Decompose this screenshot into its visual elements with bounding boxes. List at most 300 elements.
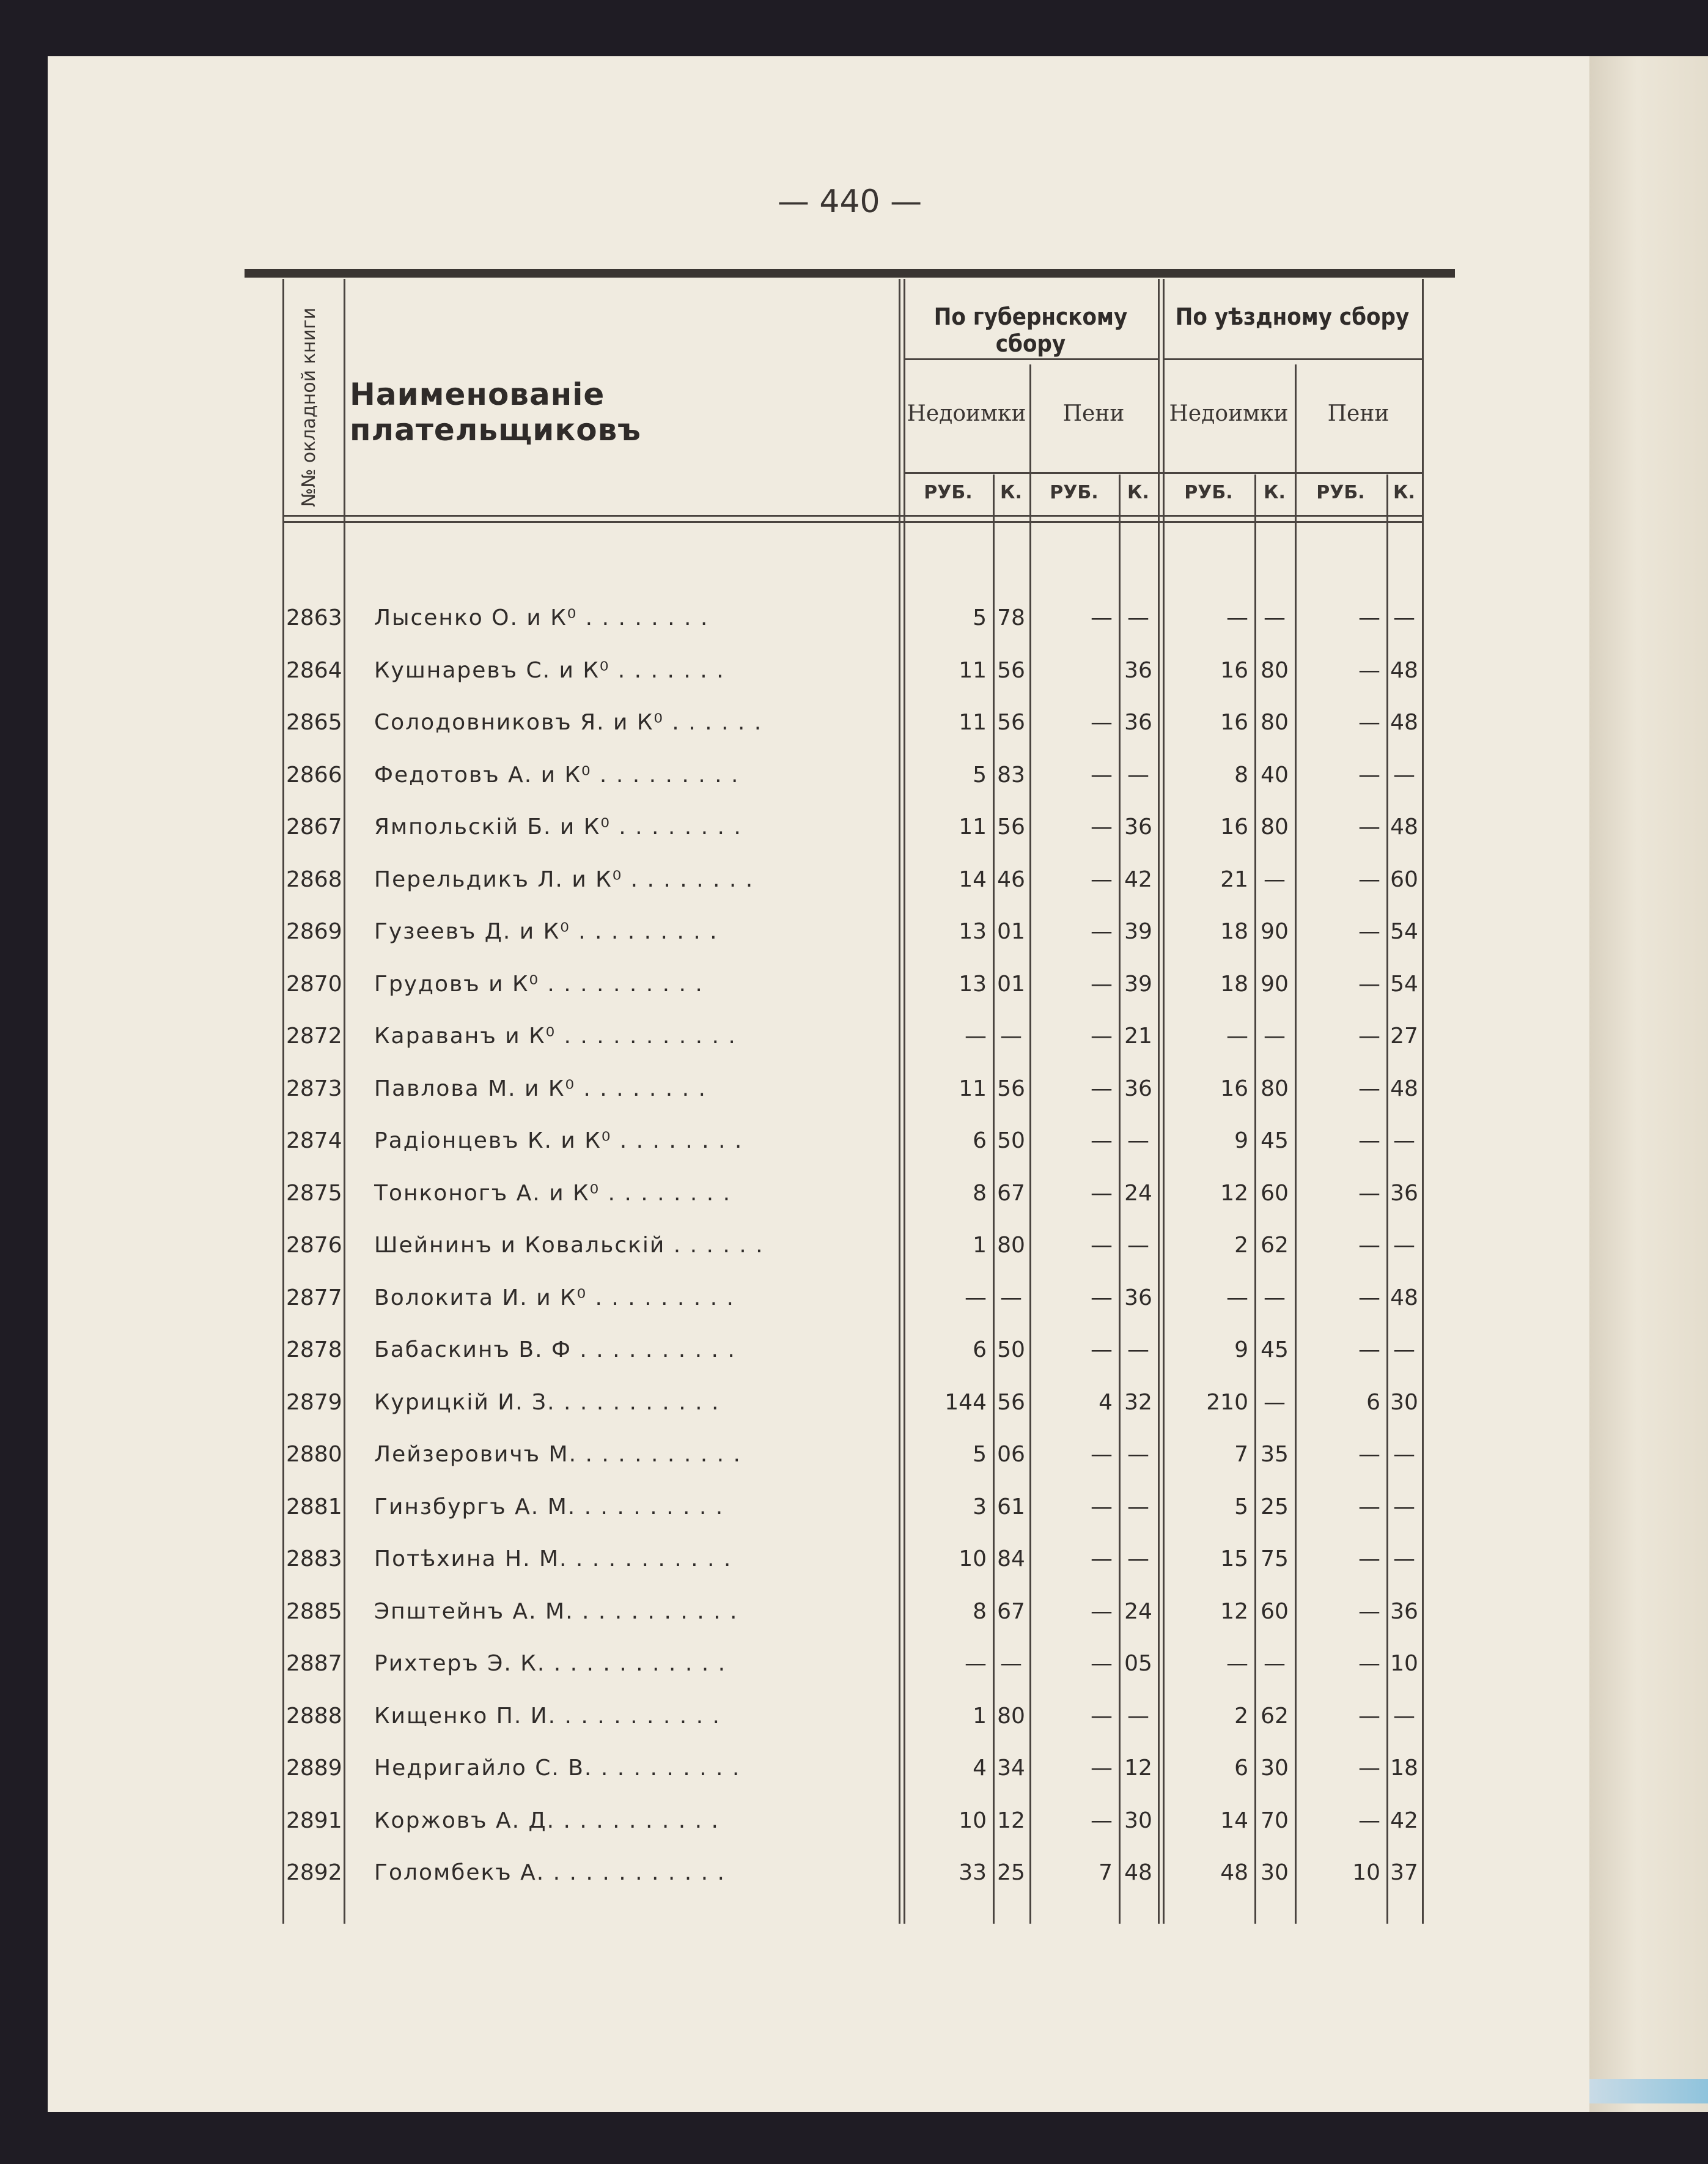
gubernia-penalty-rub: — bbox=[1091, 1651, 1113, 1676]
uezd-arrears-rub: 16 bbox=[1220, 1076, 1248, 1101]
gubernia-arrears-rub: 10 bbox=[959, 1808, 987, 1833]
uezd-penalty-kop: 37 bbox=[1390, 1860, 1418, 1885]
uezd-arrears-kop: — bbox=[1264, 1024, 1286, 1049]
payer-name-cell: Солодовниковъ Я. и К⁰ . . . . . . bbox=[374, 710, 763, 735]
uezd-penalty-kop: 10 bbox=[1390, 1651, 1418, 1676]
uezd-penalty-rub: — bbox=[1358, 814, 1380, 840]
table-row bbox=[282, 1532, 1432, 1584]
uezd-arrears-kop: — bbox=[1264, 1285, 1286, 1310]
table-row bbox=[282, 852, 1432, 905]
gubernia-penalty-kop: 12 bbox=[1124, 1756, 1152, 1781]
uezd-arrears-kop: 70 bbox=[1261, 1808, 1289, 1833]
gubernia-arrears-kop: 67 bbox=[997, 1598, 1025, 1624]
table-row bbox=[282, 904, 1432, 957]
uezd-arrears-rub: — bbox=[1226, 1024, 1248, 1049]
uezd-arrears-rub: 16 bbox=[1220, 814, 1248, 840]
gubernia-penalty-rub: — bbox=[1091, 1494, 1113, 1520]
uezd-penalty-rub: — bbox=[1358, 1285, 1380, 1310]
table-row bbox=[282, 643, 1432, 696]
uezd-arrears-kop: — bbox=[1264, 1651, 1286, 1676]
payer-name-cell: Эпштейнъ А. М. . . . . . . . . . . bbox=[374, 1598, 738, 1624]
table-row bbox=[282, 1218, 1432, 1271]
uezd-arrears-rub: 6 bbox=[1234, 1756, 1248, 1781]
uezd-arrears-kop: 30 bbox=[1261, 1756, 1289, 1781]
gubernia-penalty-kop: 24 bbox=[1124, 1598, 1152, 1624]
payer-name-cell: Шейнинъ и Ковальскій . . . . . . bbox=[374, 1233, 764, 1258]
book-number-cell: 2888 bbox=[286, 1703, 342, 1729]
book-number-header bbox=[285, 291, 334, 523]
gubernia-arrears-rub: 5 bbox=[973, 1442, 987, 1467]
uezd-arrears-kop: 80 bbox=[1261, 657, 1289, 683]
gubernia-penalty-kop: — bbox=[1127, 1337, 1149, 1362]
uezd-penalty-rub: — bbox=[1358, 1442, 1380, 1467]
uezd-arrears-rub: 16 bbox=[1220, 657, 1248, 683]
book-number-cell: 2873 bbox=[286, 1076, 342, 1101]
book-number-cell: 2863 bbox=[286, 605, 342, 630]
uezd-penalty-kop: — bbox=[1393, 1703, 1415, 1729]
uezd-arrears-kop: 80 bbox=[1261, 814, 1289, 840]
uezd-arrears-rub: 21 bbox=[1220, 866, 1248, 892]
uezd-arrears-kop: 75 bbox=[1261, 1546, 1289, 1571]
payer-name-cell: Курицкій И. З. . . . . . . . . . . bbox=[374, 1389, 720, 1415]
uezd-penalty-kop: 48 bbox=[1390, 1076, 1418, 1101]
uezd-arrears-rub: 16 bbox=[1220, 710, 1248, 735]
uezd-arrears-rub: — bbox=[1226, 1651, 1248, 1676]
payer-name-cell: Недригайло С. В. . . . . . . . . . bbox=[374, 1756, 741, 1781]
gubernia-arrears-kop: 56 bbox=[997, 657, 1025, 683]
payer-name-cell: Потѣхина Н. М. . . . . . . . . . . bbox=[374, 1546, 732, 1571]
uezd-arrears-rub: 15 bbox=[1220, 1546, 1248, 1571]
gubernia-penalty-rub: — bbox=[1091, 710, 1113, 735]
uezd-penalty-kop: — bbox=[1393, 762, 1415, 788]
gubernia-penalty-kop: — bbox=[1127, 762, 1149, 788]
book-number-cell: 2885 bbox=[286, 1598, 342, 1624]
uezd-penalty-rub: — bbox=[1358, 1180, 1380, 1206]
gubernia-arrears-kop: — bbox=[1000, 1024, 1022, 1049]
table-row bbox=[282, 1375, 1432, 1428]
header-line bbox=[904, 472, 1422, 474]
gubernia-arrears-rub: 3 bbox=[973, 1494, 987, 1520]
uezd-penalty-rub: — bbox=[1358, 1546, 1380, 1571]
unit-rub: РУБ. bbox=[1316, 482, 1365, 503]
uezd-arrears-rub: 2 bbox=[1234, 1233, 1248, 1258]
payer-name-cell: Ямпольскій Б. и К⁰ . . . . . . . . bbox=[374, 814, 742, 840]
gubernia-arrears-rub: 13 bbox=[959, 971, 987, 997]
header-line bbox=[904, 358, 1158, 360]
uezd-arrears-kop: — bbox=[1264, 1389, 1286, 1415]
gubernia-arrears-kop: 34 bbox=[997, 1756, 1025, 1781]
gubernia-arrears-rub: 11 bbox=[959, 710, 987, 735]
gubernia-penalty-kop: 48 bbox=[1124, 1860, 1152, 1885]
gubernia-arrears-kop: 61 bbox=[997, 1494, 1025, 1520]
gubernia-arrears-rub: 1 bbox=[973, 1703, 987, 1729]
uezd-penalty-kop: 48 bbox=[1390, 1285, 1418, 1310]
uezd-arrears-rub: 9 bbox=[1234, 1337, 1248, 1362]
uezd-penalty-kop: 36 bbox=[1390, 1598, 1418, 1624]
gubernia-penalty-kop: 39 bbox=[1124, 919, 1152, 944]
header-line bbox=[1163, 358, 1422, 360]
gubernia-penalty-rub: — bbox=[1091, 1285, 1113, 1310]
book-number-cell: 2867 bbox=[286, 814, 342, 840]
uezd-arrears-kop: 60 bbox=[1261, 1180, 1289, 1206]
payer-name-cell: Рихтеръ Э. К. . . . . . . . . . . . bbox=[374, 1651, 727, 1676]
gubernia-penalty-rub: — bbox=[1091, 971, 1113, 997]
gubernia-penalty-rub: — bbox=[1091, 1024, 1113, 1049]
unit-kop: К. bbox=[1000, 482, 1022, 503]
gubernia-arrears-rub: — bbox=[965, 1285, 987, 1310]
gubernia-arrears-rub: 13 bbox=[959, 919, 987, 944]
gubernia-penalty-rub: — bbox=[1091, 1703, 1113, 1729]
uezd-penalty-rub: — bbox=[1358, 1651, 1380, 1676]
gubernia-penalty-kop: 21 bbox=[1124, 1024, 1152, 1049]
book-number-cell: 2880 bbox=[286, 1442, 342, 1467]
uezd-arrears-kop: 62 bbox=[1261, 1703, 1289, 1729]
gubernia-penalty-rub: — bbox=[1091, 1233, 1113, 1258]
uezd-penalty-rub: — bbox=[1358, 1808, 1380, 1833]
gubernia-penalty-kop: 36 bbox=[1124, 1285, 1152, 1310]
unit-kop: К. bbox=[1264, 482, 1286, 503]
uezd-penalty-rub: — bbox=[1358, 971, 1380, 997]
page-number: — 440 — bbox=[777, 183, 922, 220]
gubernia-arrears-rub: 10 bbox=[959, 1546, 987, 1571]
payer-name-cell: Караванъ и К⁰ . . . . . . . . . . . bbox=[374, 1024, 737, 1049]
uezd-penalty-kop: — bbox=[1393, 1546, 1415, 1571]
gubernia-arrears-rub: 1 bbox=[973, 1233, 987, 1258]
uezd-penalty-rub: — bbox=[1358, 1024, 1380, 1049]
payer-name-cell: Коржовъ А. Д. . . . . . . . . . . bbox=[374, 1808, 720, 1833]
gubernia-arrears-kop: 80 bbox=[997, 1233, 1025, 1258]
uezd-penalty-rub: — bbox=[1358, 1494, 1380, 1520]
uezd-arrears-rub: 14 bbox=[1220, 1808, 1248, 1833]
uezd-penalty-kop: — bbox=[1393, 605, 1415, 630]
gubernia-penalty-rub: — bbox=[1091, 1337, 1113, 1362]
table-row bbox=[282, 1427, 1432, 1480]
uezd-penalty-kop: — bbox=[1393, 1128, 1415, 1153]
gubernia-penalty-kop: — bbox=[1127, 1546, 1149, 1571]
gubernia-arrears-kop: 01 bbox=[997, 919, 1025, 944]
unit-kop: К. bbox=[1393, 482, 1415, 503]
uezd-arrears-kop: 62 bbox=[1261, 1233, 1289, 1258]
uezd-arrears-kop: 45 bbox=[1261, 1337, 1289, 1362]
header-line bbox=[282, 521, 1422, 523]
payer-name-cell: Тонконогъ А. и К⁰ . . . . . . . . bbox=[374, 1180, 732, 1206]
gubernia-arrears-kop: 84 bbox=[997, 1546, 1025, 1571]
uezd-penalty-rub: — bbox=[1358, 1703, 1380, 1729]
gubernia-group-header: По губернскому сбору bbox=[933, 303, 1128, 357]
gubernia-penalty-kop: 05 bbox=[1124, 1651, 1152, 1676]
uezd-arrears-kop: — bbox=[1264, 866, 1286, 892]
uezd-penalty-rub: — bbox=[1358, 1337, 1380, 1362]
table-row bbox=[282, 1741, 1432, 1793]
uezd-arrears-kop: 30 bbox=[1261, 1860, 1289, 1885]
uezd-arrears-kop: 25 bbox=[1261, 1494, 1289, 1520]
uezd-penalty-rub: — bbox=[1358, 762, 1380, 788]
table-row bbox=[282, 695, 1432, 748]
gubernia-penalty-kop: — bbox=[1127, 1233, 1149, 1258]
gubernia-arrears-rub: 5 bbox=[973, 762, 987, 788]
gubernia-arrears-kop: 56 bbox=[997, 710, 1025, 735]
gubernia-arrears-rub: 6 bbox=[973, 1337, 987, 1362]
uezd-arrears-header: Недоимки bbox=[1169, 401, 1289, 426]
book-number-label: №№ окладной книги bbox=[298, 307, 320, 508]
uezd-arrears-kop: — bbox=[1264, 605, 1286, 630]
uezd-penalty-kop: — bbox=[1393, 1442, 1415, 1467]
gubernia-penalty-rub: — bbox=[1091, 1180, 1113, 1206]
page-edge-tint bbox=[1589, 2079, 1708, 2103]
uezd-penalty-kop: 54 bbox=[1390, 919, 1418, 944]
uezd-arrears-kop: 90 bbox=[1261, 919, 1289, 944]
gubernia-penalty-rub: — bbox=[1091, 866, 1113, 892]
gubernia-arrears-kop: 50 bbox=[997, 1337, 1025, 1362]
payer-name-cell: Грудовъ и К⁰ . . . . . . . . . . bbox=[374, 971, 704, 997]
gubernia-arrears-rub: — bbox=[965, 1024, 987, 1049]
ledger-table bbox=[282, 279, 1432, 1924]
uezd-penalty-kop: — bbox=[1393, 1233, 1415, 1258]
gubernia-arrears-kop: 80 bbox=[997, 1703, 1025, 1729]
uezd-penalty-kop: 18 bbox=[1390, 1756, 1418, 1781]
table-row bbox=[282, 1636, 1432, 1689]
table-row bbox=[282, 591, 1432, 643]
gubernia-penalty-rub: — bbox=[1091, 919, 1113, 944]
gubernia-arrears-kop: 56 bbox=[997, 1389, 1025, 1415]
gubernia-arrears-rub: 4 bbox=[973, 1756, 987, 1781]
gubernia-arrears-rub: 11 bbox=[959, 814, 987, 840]
gubernia-arrears-kop: 25 bbox=[997, 1860, 1025, 1885]
uezd-penalty-kop: — bbox=[1393, 1494, 1415, 1520]
gubernia-penalty-rub: — bbox=[1091, 1808, 1113, 1833]
unit-rub: РУБ. bbox=[1184, 482, 1233, 503]
uezd-penalty-rub: 6 bbox=[1366, 1389, 1380, 1415]
table-row bbox=[282, 1845, 1432, 1898]
gubernia-arrears-kop: 56 bbox=[997, 1076, 1025, 1101]
uezd-arrears-kop: 80 bbox=[1261, 710, 1289, 735]
ledger-rows bbox=[282, 591, 1432, 1898]
uezd-penalty-rub: — bbox=[1358, 1128, 1380, 1153]
book-number-cell: 2866 bbox=[286, 762, 342, 788]
gubernia-penalty-kop: 24 bbox=[1124, 1180, 1152, 1206]
book-number-cell: 2892 bbox=[286, 1860, 342, 1885]
gubernia-penalty-rub: — bbox=[1091, 1442, 1113, 1467]
payer-name-cell: Федотовъ А. и К⁰ . . . . . . . . . bbox=[374, 762, 740, 788]
table-row bbox=[282, 1271, 1432, 1323]
uezd-arrears-kop: 80 bbox=[1261, 1076, 1289, 1101]
gubernia-arrears-kop: — bbox=[1000, 1285, 1022, 1310]
uezd-group-header: По уѣздному сбору bbox=[1175, 303, 1410, 330]
uezd-penalty-kop: 42 bbox=[1390, 1808, 1418, 1833]
table-row bbox=[282, 1166, 1432, 1219]
uezd-arrears-rub: 8 bbox=[1234, 762, 1248, 788]
uezd-penalty-rub: — bbox=[1358, 710, 1380, 735]
gubernia-penalty-kop: — bbox=[1127, 1494, 1149, 1520]
payer-name-cell: Гинзбургъ А. М. . . . . . . . . . bbox=[374, 1494, 724, 1520]
book-number-cell: 2875 bbox=[286, 1180, 342, 1206]
uezd-penalty-rub: — bbox=[1358, 919, 1380, 944]
table-row bbox=[282, 800, 1432, 852]
gubernia-arrears-kop: 12 bbox=[997, 1808, 1025, 1833]
gubernia-penalty-rub bbox=[1029, 655, 1113, 686]
header-line bbox=[282, 515, 1422, 517]
gubernia-arrears-rub: 8 bbox=[973, 1180, 987, 1206]
book-number-cell: 2883 bbox=[286, 1546, 342, 1571]
payer-name-cell: Кушнаревъ С. и К⁰ . . . . . . . bbox=[374, 657, 725, 683]
table-row bbox=[282, 1323, 1432, 1375]
uezd-penalty-kop: — bbox=[1393, 1337, 1415, 1362]
payer-name-cell: Гузеевъ Д. и К⁰ . . . . . . . . . bbox=[374, 919, 718, 944]
book-number-cell: 2874 bbox=[286, 1128, 342, 1153]
gubernia-penalty-kop: 39 bbox=[1124, 971, 1152, 997]
unit-kop: К. bbox=[1127, 482, 1149, 503]
uezd-arrears-rub: 12 bbox=[1220, 1180, 1248, 1206]
unit-rub: РУБ. bbox=[1050, 482, 1099, 503]
uezd-arrears-kop: 35 bbox=[1261, 1442, 1289, 1467]
table-row bbox=[282, 1113, 1432, 1166]
book-number-cell: 2877 bbox=[286, 1285, 342, 1310]
gubernia-penalty-kop: — bbox=[1127, 1128, 1149, 1153]
uezd-penalty-rub: — bbox=[1358, 657, 1380, 683]
uezd-penalty-rub: — bbox=[1358, 866, 1380, 892]
uezd-arrears-rub: 210 bbox=[1206, 1389, 1248, 1415]
uezd-arrears-kop: 90 bbox=[1261, 971, 1289, 997]
gubernia-arrears-rub: — bbox=[965, 1651, 987, 1676]
table-row bbox=[282, 1480, 1432, 1532]
uezd-arrears-rub: 2 bbox=[1234, 1703, 1248, 1729]
gubernia-arrears-kop: 83 bbox=[997, 762, 1025, 788]
uezd-arrears-kop: 45 bbox=[1261, 1128, 1289, 1153]
gubernia-penalty-kop: 36 bbox=[1124, 710, 1152, 735]
uezd-penalty-kop: 48 bbox=[1390, 710, 1418, 735]
uezd-arrears-rub: 9 bbox=[1234, 1128, 1248, 1153]
uezd-arrears-rub: — bbox=[1226, 1285, 1248, 1310]
book-number-cell: 2864 bbox=[286, 657, 342, 683]
book-number-cell: 2876 bbox=[286, 1233, 342, 1258]
gubernia-penalty-kop: 30 bbox=[1124, 1808, 1152, 1833]
uezd-arrears-rub: 48 bbox=[1220, 1860, 1248, 1885]
facing-page-edge bbox=[1589, 56, 1708, 2112]
payer-name-cell: Волокита И. и К⁰ . . . . . . . . . bbox=[374, 1285, 735, 1310]
table-row bbox=[282, 1584, 1432, 1637]
book-number-cell: 2869 bbox=[286, 919, 342, 944]
gubernia-penalty-kop: 36 bbox=[1124, 1076, 1152, 1101]
uezd-penalty-kop: 54 bbox=[1390, 971, 1418, 997]
gubernia-arrears-kop: 50 bbox=[997, 1128, 1025, 1153]
unit-rub: РУБ. bbox=[924, 482, 973, 503]
gubernia-arrears-kop: 06 bbox=[997, 1442, 1025, 1467]
payer-name-cell: Кищенко П. И. . . . . . . . . . . bbox=[374, 1703, 721, 1729]
gubernia-penalty-rub: — bbox=[1091, 762, 1113, 788]
gubernia-arrears-kop: 67 bbox=[997, 1180, 1025, 1206]
table-row bbox=[282, 1062, 1432, 1114]
uezd-penalty-kop: 27 bbox=[1390, 1024, 1418, 1049]
gubernia-penalty-kop: — bbox=[1127, 1442, 1149, 1467]
uezd-penalty-kop: 48 bbox=[1390, 657, 1418, 683]
book-number-cell: 2868 bbox=[286, 866, 342, 892]
gubernia-arrears-rub: 144 bbox=[944, 1389, 987, 1415]
gubernia-penalty-kop: 36 bbox=[1124, 657, 1152, 683]
gubernia-arrears-kop: 46 bbox=[997, 866, 1025, 892]
uezd-penalty-rub: — bbox=[1358, 1756, 1380, 1781]
book-number-cell: 2881 bbox=[286, 1494, 342, 1520]
table-row bbox=[282, 1009, 1432, 1062]
book-number-cell: 2891 bbox=[286, 1808, 342, 1833]
table-row bbox=[282, 1793, 1432, 1846]
uezd-penalty-kop: 60 bbox=[1390, 866, 1418, 892]
gubernia-arrears-kop: 78 bbox=[997, 605, 1025, 630]
gubernia-penalty-rub: 4 bbox=[1099, 1389, 1113, 1415]
gubernia-penalty-rub: — bbox=[1091, 1076, 1113, 1101]
gubernia-penalty-kop: 32 bbox=[1124, 1389, 1152, 1415]
table-row bbox=[282, 1689, 1432, 1741]
payer-name-cell: Лысенко О. и К⁰ . . . . . . . . bbox=[374, 605, 709, 630]
uezd-penalty-rub: — bbox=[1358, 1598, 1380, 1624]
gubernia-penalty-rub: — bbox=[1091, 1546, 1113, 1571]
uezd-penalty-kop: 30 bbox=[1390, 1389, 1418, 1415]
gubernia-penalty-header: Пени bbox=[1062, 401, 1125, 426]
book-number-cell: 2870 bbox=[286, 971, 342, 997]
book-number-cell: 2889 bbox=[286, 1756, 342, 1781]
table-row bbox=[282, 957, 1432, 1010]
uezd-penalty-kop: 48 bbox=[1390, 814, 1418, 840]
payer-name-cell: Бабаскинъ В. Ф . . . . . . . . . . bbox=[374, 1337, 736, 1362]
gubernia-penalty-kop: — bbox=[1127, 605, 1149, 630]
gubernia-arrears-rub: 6 bbox=[973, 1128, 987, 1153]
gubernia-arrears-rub: 8 bbox=[973, 1598, 987, 1624]
top-rule bbox=[245, 269, 1455, 278]
book-number-cell: 2872 bbox=[286, 1024, 342, 1049]
gubernia-arrears-kop: — bbox=[1000, 1651, 1022, 1676]
gubernia-arrears-kop: 01 bbox=[997, 971, 1025, 997]
uezd-penalty-rub: — bbox=[1358, 1233, 1380, 1258]
gubernia-arrears-rub: 33 bbox=[959, 1860, 987, 1885]
gubernia-arrears-header: Недоимки bbox=[907, 401, 1026, 426]
gubernia-penalty-kop: 36 bbox=[1124, 814, 1152, 840]
gubernia-arrears-kop: 56 bbox=[997, 814, 1025, 840]
uezd-arrears-rub: 12 bbox=[1220, 1598, 1248, 1624]
gubernia-penalty-kop: — bbox=[1127, 1703, 1149, 1729]
gubernia-arrears-rub: 14 bbox=[959, 866, 987, 892]
table-row bbox=[282, 748, 1432, 800]
payer-name-header: Наименованіе плательщиковъ bbox=[350, 377, 641, 448]
gubernia-penalty-rub: — bbox=[1091, 814, 1113, 840]
uezd-arrears-kop: 40 bbox=[1261, 762, 1289, 788]
book-number-cell: 2865 bbox=[286, 710, 342, 735]
uezd-arrears-rub: 18 bbox=[1220, 971, 1248, 997]
uezd-penalty-rub: — bbox=[1358, 605, 1380, 630]
uezd-arrears-rub: — bbox=[1226, 605, 1248, 630]
gubernia-penalty-rub: — bbox=[1091, 1598, 1113, 1624]
gubernia-penalty-rub: — bbox=[1091, 1756, 1113, 1781]
book-number-cell: 2878 bbox=[286, 1337, 342, 1362]
gubernia-penalty-rub: 7 bbox=[1099, 1860, 1113, 1885]
payer-name-cell: Павлова М. и К⁰ . . . . . . . . bbox=[374, 1076, 707, 1101]
payer-name-cell: Перельдикъ Л. и К⁰ . . . . . . . . bbox=[374, 866, 754, 892]
book-number-cell: 2887 bbox=[286, 1651, 342, 1676]
gubernia-arrears-rub: 11 bbox=[959, 1076, 987, 1101]
gubernia-penalty-rub: — bbox=[1091, 605, 1113, 630]
uezd-penalty-rub: 10 bbox=[1352, 1860, 1380, 1885]
gubernia-arrears-rub: 5 bbox=[973, 605, 987, 630]
uezd-penalty-kop: 36 bbox=[1390, 1180, 1418, 1206]
gubernia-penalty-kop: 42 bbox=[1124, 866, 1152, 892]
uezd-penalty-rub: — bbox=[1358, 1076, 1380, 1101]
payer-name-cell: Радіонцевъ К. и К⁰ . . . . . . . . bbox=[374, 1128, 743, 1153]
payer-name-cell: Голомбекъ А. . . . . . . . . . . . bbox=[374, 1860, 726, 1885]
uezd-penalty-header: Пени bbox=[1327, 401, 1390, 426]
uezd-arrears-rub: 5 bbox=[1234, 1494, 1248, 1520]
uezd-arrears-rub: 18 bbox=[1220, 919, 1248, 944]
gubernia-penalty-rub: — bbox=[1091, 1128, 1113, 1153]
gubernia-arrears-rub: 11 bbox=[959, 657, 987, 683]
uezd-arrears-kop: 60 bbox=[1261, 1598, 1289, 1624]
